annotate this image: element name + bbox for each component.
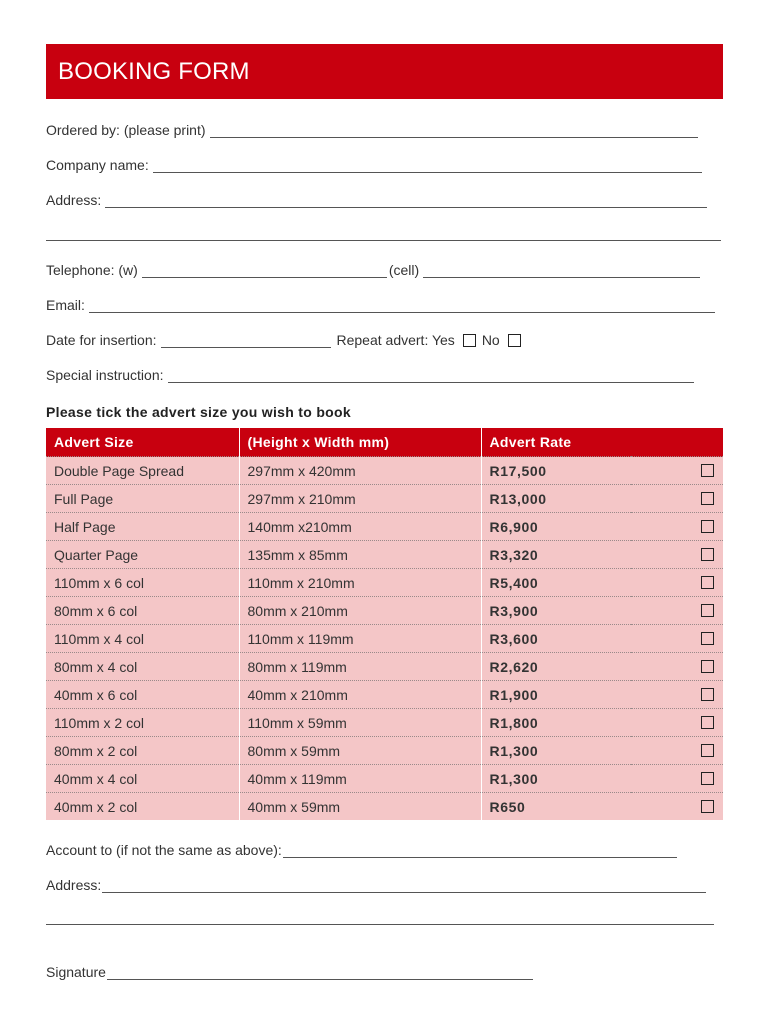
advert-size-cell: Quarter Page <box>46 541 239 569</box>
signature-field[interactable] <box>107 965 533 980</box>
tick-cell <box>631 709 723 737</box>
advert-size-cell: 40mm x 6 col <box>46 681 239 709</box>
repeat-no-label: No <box>481 332 500 348</box>
dimensions-cell: 40mm x 119mm <box>239 765 481 793</box>
advert-size-cell: 80mm x 6 col <box>46 597 239 625</box>
tick-cell <box>631 653 723 681</box>
advert-size-checkbox[interactable] <box>701 548 714 561</box>
telephone-w-label: Telephone: (w) <box>46 262 138 278</box>
advert-rates-table <box>46 428 723 820</box>
address-row <box>46 190 707 208</box>
form-header <box>46 44 723 99</box>
advert-rate-cell: R5,400 <box>481 569 631 597</box>
ordered-by-field[interactable] <box>210 123 698 138</box>
date-insertion-label: Date for insertion: <box>46 332 157 348</box>
advert-size-checkbox[interactable] <box>701 688 714 701</box>
table-row <box>46 709 723 737</box>
address-label: Address: <box>46 192 102 208</box>
advert-rate-cell: R3,900 <box>481 597 631 625</box>
company-name-row <box>46 155 702 173</box>
advert-size-checkbox[interactable] <box>701 772 714 785</box>
cell-label: (cell) <box>388 262 420 278</box>
advert-rate-cell: R1,900 <box>481 681 631 709</box>
advert-size-cell: 80mm x 4 col <box>46 653 239 681</box>
account-address-row <box>46 875 706 893</box>
address-field[interactable] <box>105 193 707 208</box>
tick-cell <box>631 569 723 597</box>
advert-size-cell: Half Page <box>46 513 239 541</box>
table-row <box>46 457 723 485</box>
advert-size-cell: 110mm x 6 col <box>46 569 239 597</box>
form-title: BOOKING FORM <box>58 57 250 85</box>
advert-size-cell: 40mm x 4 col <box>46 765 239 793</box>
account-to-field[interactable] <box>283 843 677 858</box>
company-name-field[interactable] <box>153 158 702 173</box>
advert-size-checkbox[interactable] <box>701 716 714 729</box>
repeat-advert-label: Repeat advert: Yes <box>336 332 455 348</box>
advert-size-checkbox[interactable] <box>701 492 714 505</box>
advert-rate-cell: R1,300 <box>481 765 631 793</box>
table-row <box>46 513 723 541</box>
advert-size-checkbox[interactable] <box>701 464 714 477</box>
table-row <box>46 597 723 625</box>
column-header-advert-rate: Advert Rate <box>481 428 723 457</box>
tick-cell <box>631 737 723 765</box>
tick-cell <box>631 513 723 541</box>
dimensions-cell: 297mm x 420mm <box>239 457 481 485</box>
tick-cell <box>631 765 723 793</box>
insertion-row <box>46 330 521 348</box>
table-row <box>46 681 723 709</box>
telephone-w-field[interactable] <box>142 263 387 278</box>
advert-size-cell: 110mm x 4 col <box>46 625 239 653</box>
advert-size-cell: 110mm x 2 col <box>46 709 239 737</box>
table-header-row <box>46 428 723 457</box>
dimensions-cell: 297mm x 210mm <box>239 485 481 513</box>
email-row <box>46 295 715 313</box>
ordered-by-label: Ordered by: (please print) <box>46 122 206 138</box>
cell-field[interactable] <box>423 263 700 278</box>
advert-size-cell: 80mm x 2 col <box>46 737 239 765</box>
account-to-label: Account to (if not the same as above): <box>46 842 282 858</box>
advert-size-cell: Double Page Spread <box>46 457 239 485</box>
dimensions-cell: 140mm x210mm <box>239 513 481 541</box>
ordered-by-row <box>46 120 698 138</box>
dimensions-cell: 80mm x 59mm <box>239 737 481 765</box>
advert-rate-cell: R17,500 <box>481 457 631 485</box>
special-instruction-row <box>46 365 694 383</box>
column-header-advert-size: Advert Size <box>46 428 239 457</box>
advert-size-checkbox[interactable] <box>701 520 714 533</box>
email-field[interactable] <box>89 298 715 313</box>
repeat-yes-checkbox[interactable] <box>463 334 476 347</box>
advert-rate-cell: R1,800 <box>481 709 631 737</box>
email-label: Email: <box>46 297 85 313</box>
table-row <box>46 485 723 513</box>
table-row <box>46 625 723 653</box>
advert-size-cell: Full Page <box>46 485 239 513</box>
account-address-label: Address: <box>46 877 102 893</box>
table-row <box>46 653 723 681</box>
repeat-no-checkbox[interactable] <box>508 334 521 347</box>
tick-cell <box>631 681 723 709</box>
table-row <box>46 569 723 597</box>
tick-cell <box>631 625 723 653</box>
dimensions-cell: 80mm x 210mm <box>239 597 481 625</box>
signature-row <box>46 962 533 980</box>
advert-rate-cell: R6,900 <box>481 513 631 541</box>
table-row <box>46 737 723 765</box>
advert-size-checkbox[interactable] <box>701 660 714 673</box>
advert-rate-cell: R3,320 <box>481 541 631 569</box>
advert-size-cell: 40mm x 2 col <box>46 793 239 821</box>
dimensions-cell: 135mm x 85mm <box>239 541 481 569</box>
advert-rate-cell: R2,620 <box>481 653 631 681</box>
tick-cell <box>631 793 723 821</box>
company-name-label: Company name: <box>46 157 149 173</box>
column-header-dimensions: (Height x Width mm) <box>239 428 481 457</box>
advert-size-checkbox[interactable] <box>701 632 714 645</box>
table-row <box>46 765 723 793</box>
account-address-field[interactable] <box>102 878 706 893</box>
signature-label: Signature <box>46 964 106 980</box>
tick-cell <box>631 485 723 513</box>
special-instruction-label: Special instruction: <box>46 367 164 383</box>
advert-size-instruction: Please tick the advert size you wish to book <box>46 404 351 420</box>
telephone-row <box>46 260 700 278</box>
advert-rate-cell: R3,600 <box>481 625 631 653</box>
dimensions-cell: 110mm x 210mm <box>239 569 481 597</box>
advert-rate-cell: R13,000 <box>481 485 631 513</box>
tick-cell <box>631 457 723 485</box>
advert-size-checkbox[interactable] <box>701 800 714 813</box>
tick-cell <box>631 541 723 569</box>
advert-size-checkbox[interactable] <box>701 576 714 589</box>
dimensions-cell: 110mm x 119mm <box>239 625 481 653</box>
dimensions-cell: 80mm x 119mm <box>239 653 481 681</box>
advert-size-checkbox[interactable] <box>701 604 714 617</box>
special-instruction-field[interactable] <box>168 368 694 383</box>
address-field-line-2[interactable] <box>46 240 721 241</box>
dimensions-cell: 40mm x 210mm <box>239 681 481 709</box>
account-to-row <box>46 840 677 858</box>
advert-rate-cell: R1,300 <box>481 737 631 765</box>
tick-cell <box>631 597 723 625</box>
dimensions-cell: 110mm x 59mm <box>239 709 481 737</box>
advert-size-checkbox[interactable] <box>701 744 714 757</box>
date-insertion-field[interactable] <box>161 333 331 348</box>
advert-rate-cell: R650 <box>481 793 631 821</box>
dimensions-cell: 40mm x 59mm <box>239 793 481 821</box>
account-address-field-line-2[interactable] <box>46 924 714 925</box>
table-row <box>46 793 723 821</box>
table-row <box>46 541 723 569</box>
